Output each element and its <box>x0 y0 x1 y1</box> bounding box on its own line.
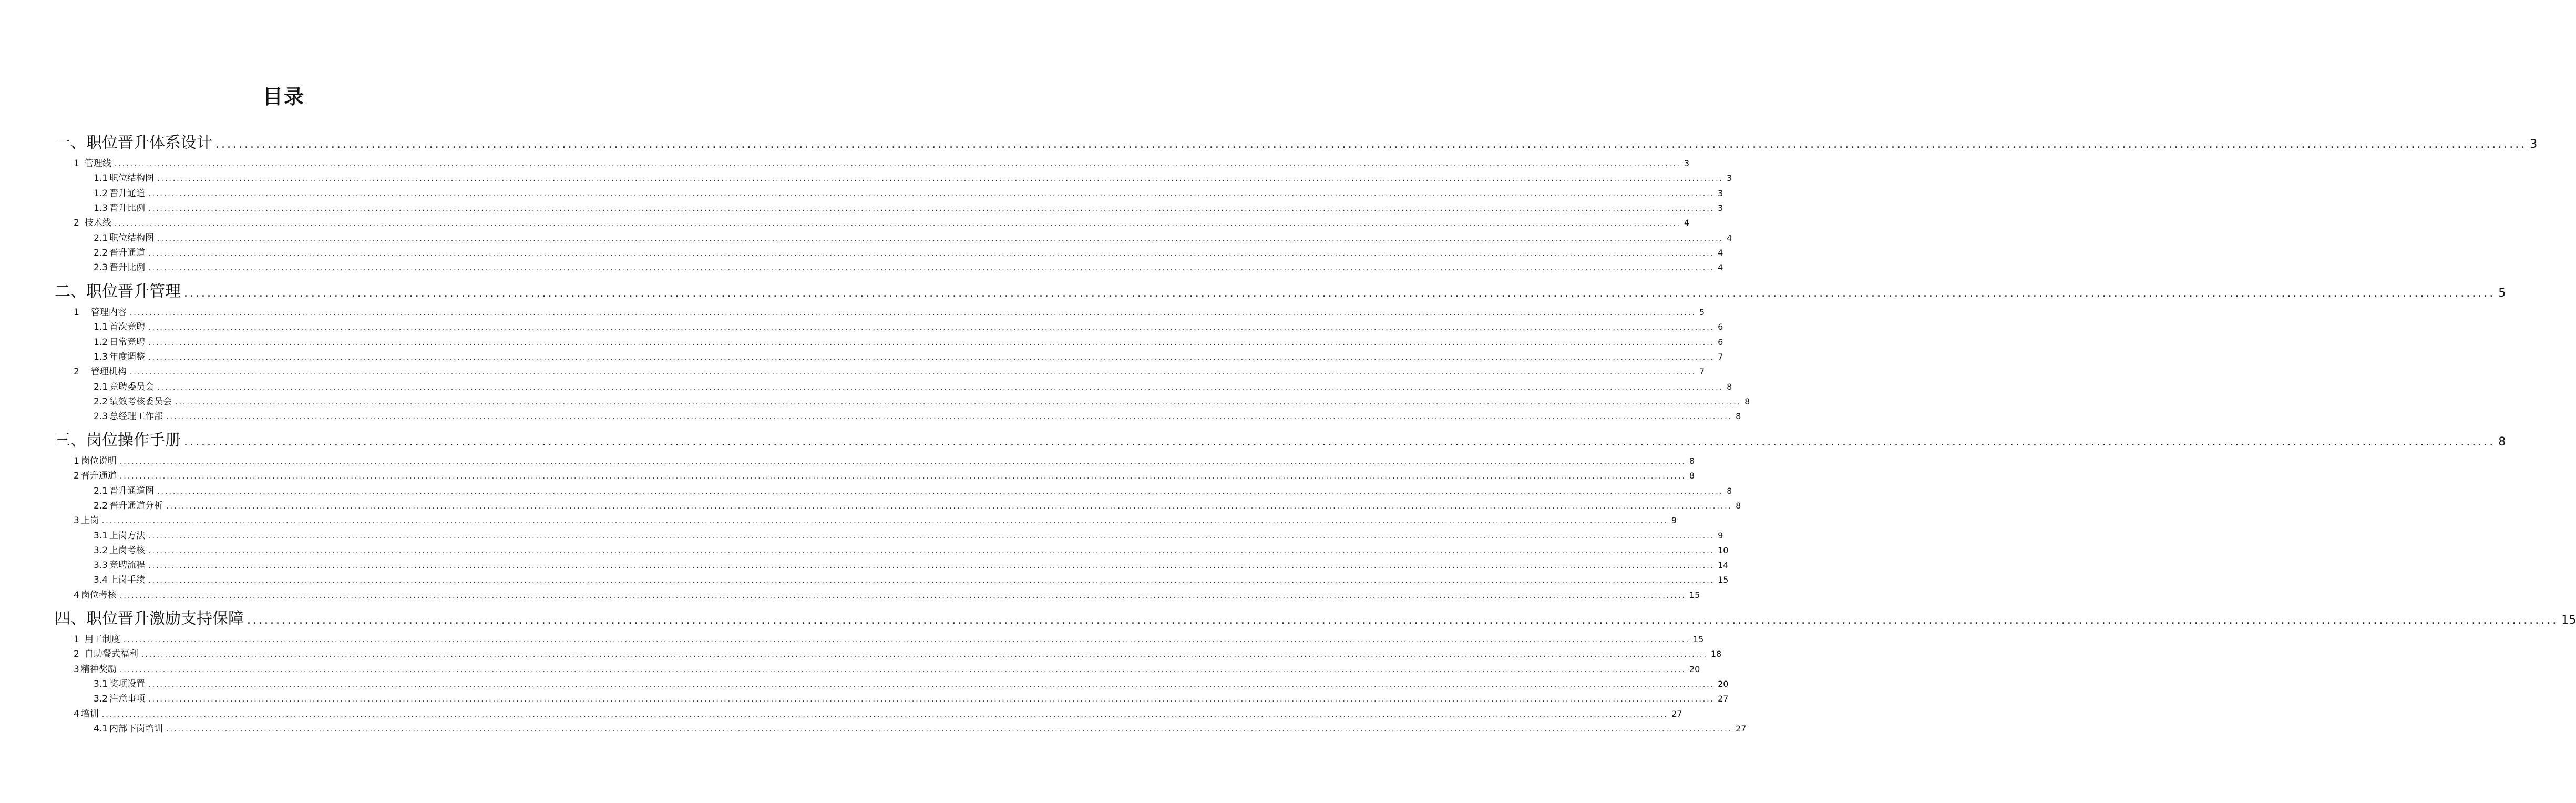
toc-leader-dots: ................................................................................................................................................................................................................................................................................................................................................................................................................ <box>148 353 1715 362</box>
toc-leader-dots: ................................................................................................................................................................................................................................................................................................................................................................................................................ <box>129 368 1696 377</box>
toc-page-number: 20 <box>1689 664 1700 674</box>
toc-entry-label <box>94 559 145 572</box>
toc-entry-label <box>74 157 111 170</box>
toc-subsection[interactable] <box>94 544 1729 557</box>
toc-subsection[interactable] <box>94 187 1723 200</box>
toc-section[interactable] <box>74 648 1722 660</box>
toc-entry-number: 4 <box>74 589 79 601</box>
toc-subsection[interactable] <box>94 321 1723 333</box>
toc-leader-dots: ................................................................................................................................................................................................................................................................................................................................................................................................................ <box>184 287 2496 300</box>
toc-entry-number: 1 <box>74 456 79 466</box>
toc-entry-number: 1 <box>74 634 79 645</box>
toc-entry-title: 晋升通道分析 <box>109 500 163 511</box>
toc-leader-dots: ................................................................................................................................................................................................................................................................................................................................................................................................................ <box>148 576 1715 585</box>
toc-entry-title: 岗位考核 <box>80 589 117 601</box>
toc-section[interactable] <box>74 589 1700 602</box>
toc-section[interactable] <box>74 217 1690 229</box>
toc-entry-number: 2 <box>74 471 79 482</box>
toc-entry-title: 上岗方法 <box>109 530 146 541</box>
toc-entry-label <box>74 708 99 720</box>
toc-page-number: 8 <box>1689 456 1695 466</box>
toc-entry-label <box>94 202 145 215</box>
toc-page-number: 6 <box>1718 322 1723 332</box>
toc-chapter-title: 一、职位晋升体系设计 <box>55 134 212 152</box>
toc-subsection[interactable] <box>94 678 1729 690</box>
toc-entry-label <box>74 633 120 646</box>
toc-entry-title: 管理内容 <box>90 307 127 318</box>
toc-page-number: 15 <box>1689 589 1700 600</box>
toc-entry-number: 2.2 <box>94 500 108 511</box>
toc-entry-label <box>74 648 138 660</box>
toc-chapter-title: 四、职位晋升激励支持保障 <box>55 609 244 628</box>
toc-entry-title: 晋升通道 <box>80 471 117 482</box>
toc-leader-dots: ................................................................................................................................................................................................................................................................................................................................................................................................................ <box>114 219 1681 228</box>
toc-chapter-title: 三、岗位操作手册 <box>55 431 181 450</box>
toc-entry-number: 2.2 <box>94 396 108 407</box>
toc-leader-dots: ................................................................................................................................................................................................................................................................................................................................................................................................................ <box>148 338 1715 347</box>
toc-entry-number: 3.1 <box>94 530 108 541</box>
toc-entry-title: 晋升通道 <box>109 188 146 199</box>
toc-entry-number: 3.2 <box>94 545 108 556</box>
toc-subsection[interactable] <box>94 693 1729 705</box>
toc-leader-dots: ................................................................................................................................................................................................................................................................................................................................................................................................................ <box>184 435 2496 449</box>
toc-page-number: 5 <box>1699 307 1705 317</box>
toc-entry-number: 3.1 <box>94 678 108 689</box>
toc-leader-dots: ................................................................................................................................................................................................................................................................................................................................................................................................................ <box>247 614 2559 627</box>
toc-entry-title: 上岗 <box>80 515 99 526</box>
toc-entry-label <box>74 470 117 482</box>
toc-entry-title: 晋升比例 <box>109 202 146 214</box>
toc-page-number: 15 <box>2561 614 2576 627</box>
toc-leader-dots: ................................................................................................................................................................................................................................................................................................................................................................................................................ <box>148 532 1715 541</box>
toc-page-number: 3 <box>2530 138 2538 151</box>
toc-chapter[interactable] <box>55 608 2576 629</box>
toc-entry-title: 总经理工作部 <box>109 411 163 422</box>
toc-entry-title: 竞聘委员会 <box>109 381 155 392</box>
toc-subsection[interactable] <box>94 395 1750 408</box>
toc-entry-title: 自助餐式福利 <box>84 649 138 660</box>
toc-entry-number: 2 <box>74 218 79 229</box>
toc-page-number: 18 <box>1710 649 1722 659</box>
toc-leader-dots: ................................................................................................................................................................................................................................................................................................................................................................................................................ <box>119 665 1686 674</box>
toc-entry-number: 1.3 <box>94 202 108 214</box>
toc-entry-title: 上岗手续 <box>109 575 146 586</box>
toc-entry-label <box>74 217 111 229</box>
toc-entry-title: 晋升通道图 <box>109 485 155 496</box>
toc-leader-dots: ................................................................................................................................................................................................................................................................................................................................................................................................................ <box>148 680 1715 689</box>
toc-entry-title: 培训 <box>80 708 99 719</box>
toc-page-number: 8 <box>1727 381 1732 392</box>
toc-leader-dots: ................................................................................................................................................................................................................................................................................................................................................................................................................ <box>157 487 1724 496</box>
toc-entry-title: 职位结构图 <box>109 232 155 243</box>
toc-leader-dots: ................................................................................................................................................................................................................................................................................................................................................................................................................ <box>148 695 1715 704</box>
toc-subsection[interactable] <box>94 202 1723 215</box>
toc-leader-dots: ................................................................................................................................................................................................................................................................................................................................................................................................................ <box>148 264 1715 273</box>
toc-entry-label <box>74 589 117 602</box>
toc-entry-number: 1.2 <box>94 188 108 199</box>
toc-page-number: 8 <box>1689 471 1695 481</box>
toc-entry-label <box>94 693 145 705</box>
toc-entry-label <box>94 395 172 408</box>
page-title: 目录 <box>262 85 305 108</box>
toc-subsection[interactable] <box>94 247 1723 259</box>
toc-entry-title: 年度调整 <box>109 351 146 362</box>
toc-entry-label <box>94 187 145 200</box>
toc-entry-number: 3.4 <box>94 575 108 586</box>
toc-entry-number: 1.1 <box>94 322 108 333</box>
toc-entry-label <box>94 232 154 245</box>
toc-page-number: 9 <box>1718 530 1723 541</box>
toc-entry-title: 职位结构图 <box>109 173 155 184</box>
toc-entry-label <box>94 723 163 735</box>
toc-subsection[interactable] <box>94 232 1732 245</box>
toc-entry-number: 2.1 <box>94 381 108 392</box>
toc-entry-label <box>74 365 127 378</box>
toc-entry-title: 首次竞聘 <box>109 322 146 333</box>
toc-entry-number: 2.1 <box>94 485 108 496</box>
toc-entry-label <box>94 485 154 497</box>
toc-leader-dots: ................................................................................................................................................................................................................................................................................................................................................................................................................ <box>157 383 1724 392</box>
toc-chapter[interactable] <box>55 133 2538 154</box>
toc-entry-number: 3.3 <box>94 560 108 571</box>
toc-leader-dots: ................................................................................................................................................................................................................................................................................................................................................................................................................ <box>166 725 1733 734</box>
toc-page-number: 3 <box>1718 188 1723 198</box>
toc-entry-label <box>74 455 117 467</box>
toc-entry-number: 2.2 <box>94 247 108 258</box>
toc-page-number: 3 <box>1684 158 1690 168</box>
toc-page-number: 4 <box>1718 262 1723 273</box>
toc-entry-label <box>74 514 99 527</box>
toc-chapter-title: 二、职位晋升管理 <box>55 282 181 301</box>
toc-subsection[interactable] <box>94 574 1729 586</box>
toc-chapter[interactable] <box>55 430 2506 451</box>
toc-page-number: 8 <box>2498 435 2506 449</box>
toc-subsection[interactable] <box>94 723 1747 735</box>
toc-page-number: 3 <box>1718 202 1723 213</box>
toc-page-number: 27 <box>1671 708 1682 719</box>
toc-entry-title: 晋升通道 <box>109 247 146 258</box>
toc-leader-dots: ................................................................................................................................................................................................................................................................................................................................................................................................................ <box>215 138 2527 151</box>
toc-entry-number: 4.1 <box>94 723 108 734</box>
toc-leader-dots: ................................................................................................................................................................................................................................................................................................................................................................................................................ <box>148 204 1715 213</box>
toc-entry-title: 用工制度 <box>84 634 120 645</box>
toc-entry-title: 管理机构 <box>90 367 127 378</box>
toc-subsection[interactable] <box>94 172 1732 185</box>
toc-entry-label <box>74 663 117 676</box>
toc-entry-label <box>94 678 145 690</box>
toc-entry-title: 奖项设置 <box>109 678 146 689</box>
toc-leader-dots: ................................................................................................................................................................................................................................................................................................................................................................................................................ <box>119 458 1686 466</box>
toc-page-number: 4 <box>1684 218 1690 228</box>
toc-entry-title: 技术线 <box>84 218 111 229</box>
toc-leader-dots: ................................................................................................................................................................................................................................................................................................................................................................................................................ <box>101 710 1668 719</box>
toc-section[interactable] <box>74 455 1695 467</box>
toc-leader-dots: ................................................................................................................................................................................................................................................................................................................................................................................................................ <box>148 323 1715 332</box>
toc-entry-title: 内部下岗培训 <box>109 723 163 734</box>
toc-leader-dots: ................................................................................................................................................................................................................................................................................................................................................................................................................ <box>157 234 1724 243</box>
toc-page-number: 4 <box>1727 232 1732 243</box>
toc-page-number: 9 <box>1671 515 1677 526</box>
toc-entry-label <box>94 247 145 259</box>
toc-page-number: 8 <box>1736 411 1741 422</box>
toc-entry-title: 竞聘流程 <box>109 560 146 571</box>
toc-entry-number: 2 <box>74 649 79 660</box>
toc-entry-number: 2 <box>74 367 79 378</box>
toc-subsection[interactable] <box>94 261 1723 274</box>
toc-subsection[interactable] <box>94 530 1723 542</box>
toc-page-number: 15 <box>1718 575 1729 585</box>
toc-page-number: 8 <box>1736 500 1741 511</box>
toc-entry-number: 1.2 <box>94 337 108 348</box>
toc-entry-label <box>94 530 145 542</box>
toc-leader-dots: ................................................................................................................................................................................................................................................................................................................................................................................................................ <box>119 472 1686 481</box>
toc-page-number: 20 <box>1718 678 1729 689</box>
toc-entry-label <box>94 172 154 185</box>
toc-leader-dots: ................................................................................................................................................................................................................................................................................................................................................................................................................ <box>148 189 1715 198</box>
toc-entry-number: 2.3 <box>94 411 108 422</box>
toc-page-number: 7 <box>1699 367 1705 377</box>
toc-leader-dots: ................................................................................................................................................................................................................................................................................................................................................................................................................ <box>148 562 1715 571</box>
toc-section[interactable] <box>74 470 1695 482</box>
toc-entry-number: 4 <box>74 708 79 719</box>
toc-entry-title: 精神奖励 <box>80 664 117 675</box>
toc-leader-dots: ................................................................................................................................................................................................................................................................................................................................................................................................................ <box>129 309 1696 317</box>
toc-leader-dots: ................................................................................................................................................................................................................................................................................................................................................................................................................ <box>119 591 1686 600</box>
toc-entry-label <box>94 261 145 274</box>
toc-subsection[interactable] <box>94 485 1732 497</box>
toc-section[interactable] <box>74 633 1704 646</box>
toc-subsection[interactable] <box>94 336 1723 349</box>
toc-page-number: 14 <box>1718 560 1729 571</box>
toc-subsection[interactable] <box>94 559 1729 572</box>
toc-section[interactable] <box>74 306 1705 319</box>
toc-section[interactable] <box>74 663 1700 676</box>
toc-entry-label <box>94 574 145 586</box>
toc-entry-title: 绩效考核委员会 <box>109 396 172 407</box>
toc-entry-label <box>94 500 163 512</box>
toc-section[interactable] <box>74 514 1677 527</box>
toc-page-number: 6 <box>1718 337 1723 347</box>
toc-page-number: 15 <box>1692 634 1704 644</box>
toc-leader-dots: ................................................................................................................................................................................................................................................................................................................................................................................................................ <box>141 650 1708 659</box>
toc-page-number: 7 <box>1718 351 1723 362</box>
toc-entry-number: 3 <box>74 664 79 675</box>
toc-leader-dots: ................................................................................................................................................................................................................................................................................................................................................................................................................ <box>148 249 1715 258</box>
toc-leader-dots: ................................................................................................................................................................................................................................................................................................................................................................................................................ <box>123 636 1690 644</box>
toc-entry-title: 晋升比例 <box>109 262 146 273</box>
toc-section[interactable] <box>74 365 1705 378</box>
toc-page-number: 27 <box>1718 694 1729 704</box>
toc-entry-title: 日常竞聘 <box>109 337 146 348</box>
toc-entry-title: 岗位说明 <box>80 456 117 466</box>
toc-entry-number: 2.1 <box>94 232 108 243</box>
toc-leader-dots: ................................................................................................................................................................................................................................................................................................................................................................................................................ <box>175 398 1742 406</box>
toc-entry-number: 1.1 <box>94 173 108 184</box>
toc-page-number: 8 <box>1744 396 1750 406</box>
toc-entry-number: 2.3 <box>94 262 108 273</box>
toc-subsection[interactable] <box>94 500 1741 512</box>
toc-page-number: 3 <box>1727 173 1732 184</box>
toc-entry-label <box>94 351 145 363</box>
toc-leader-dots: ................................................................................................................................................................................................................................................................................................................................................................................................................ <box>166 413 1733 422</box>
toc-leader-dots: ................................................................................................................................................................................................................................................................................................................................................................................................................ <box>101 517 1668 526</box>
toc-leader-dots: ................................................................................................................................................................................................................................................................................................................................................................................................................ <box>157 175 1724 184</box>
toc-entry-number: 1 <box>74 307 79 318</box>
toc-entry-label <box>94 336 145 349</box>
toc-page-number: 27 <box>1736 723 1747 734</box>
toc-entry-label <box>94 381 154 393</box>
toc-page-number: 8 <box>1727 485 1732 496</box>
toc-subsection[interactable] <box>94 410 1741 423</box>
toc-entry-number: 3 <box>74 515 79 526</box>
toc-entry-label <box>94 321 145 333</box>
toc-section[interactable] <box>74 708 1682 720</box>
toc-entry-number: 1 <box>74 158 79 169</box>
toc-entry-label <box>94 410 163 423</box>
toc-entry-label <box>94 544 145 557</box>
toc-entry-title: 管理线 <box>84 158 111 169</box>
toc-entry-number: 1.3 <box>94 351 108 362</box>
toc-entry-label <box>74 306 127 319</box>
toc-page-number: 4 <box>1718 247 1723 258</box>
toc-leader-dots: ................................................................................................................................................................................................................................................................................................................................................................................................................ <box>166 502 1733 511</box>
toc-subsection[interactable] <box>94 351 1723 363</box>
toc-entry-title: 注意事项 <box>109 694 146 705</box>
toc-leader-dots: ................................................................................................................................................................................................................................................................................................................................................................................................................ <box>114 160 1681 168</box>
toc-entry-number: 3.2 <box>94 694 108 705</box>
toc-page-number: 10 <box>1718 545 1729 555</box>
toc-entry-title: 上岗考核 <box>109 545 146 556</box>
toc-page-number: 5 <box>2498 287 2506 300</box>
toc-section[interactable] <box>74 157 1690 170</box>
toc-subsection[interactable] <box>94 381 1732 393</box>
toc-leader-dots: ................................................................................................................................................................................................................................................................................................................................................................................................................ <box>148 546 1715 555</box>
toc-chapter[interactable] <box>55 281 2506 302</box>
